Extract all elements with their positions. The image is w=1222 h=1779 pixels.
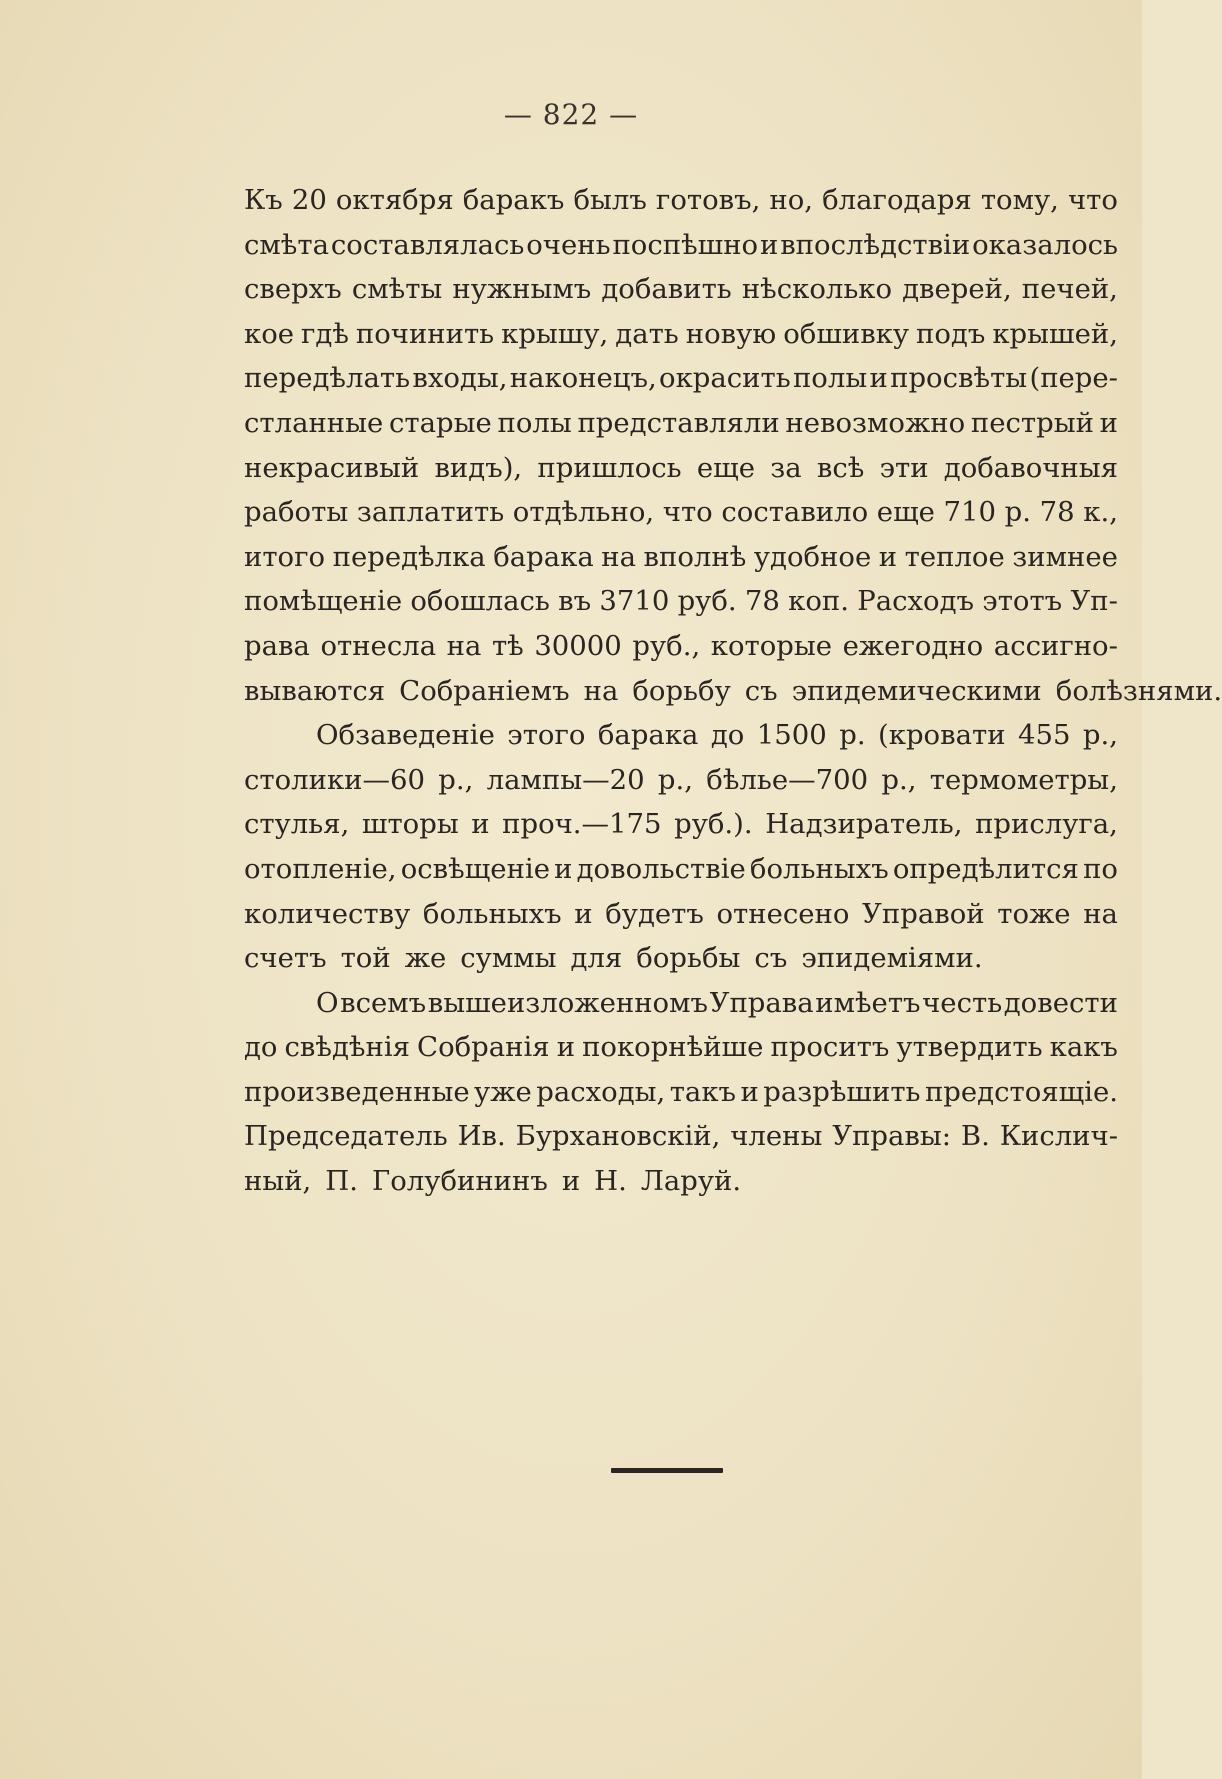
word: тоже — [997, 897, 1071, 930]
word: Кислич- — [999, 1120, 1118, 1153]
word: эпидеміями. — [801, 942, 983, 975]
word: до — [244, 1031, 278, 1064]
word: отнесено — [716, 897, 850, 930]
word: бѣлье—700 — [706, 763, 869, 796]
word: полы — [792, 362, 868, 395]
word: Уп- — [1070, 585, 1118, 618]
word: разрѣшить — [763, 1075, 921, 1108]
text-line — [244, 669, 1222, 714]
word: поспѣшно — [612, 228, 759, 261]
word: коп. — [788, 585, 849, 618]
word: невозможно — [785, 406, 966, 439]
word: 20 — [291, 184, 327, 216]
word: кое — [244, 317, 295, 350]
word: которые — [710, 629, 833, 662]
word: освѣщеніе — [400, 852, 550, 885]
word: некрасивый — [244, 451, 420, 484]
word: проч.—175 — [502, 808, 662, 841]
word: очень — [526, 228, 611, 261]
word: еще — [876, 496, 935, 529]
word: прислуга, — [975, 808, 1118, 841]
word: отдѣльно, — [512, 496, 655, 529]
word: р., — [438, 763, 474, 796]
text-line — [244, 936, 1118, 981]
word: же — [404, 942, 447, 975]
word: суммы — [460, 942, 557, 975]
word: обошлась — [410, 585, 550, 618]
word: еще — [696, 451, 755, 484]
text-line — [244, 401, 1118, 446]
word: сверхъ — [244, 273, 342, 306]
word: но, — [769, 184, 814, 216]
word: ный, — [244, 1165, 312, 1198]
word: и — [556, 1031, 576, 1064]
word: расходы, — [536, 1075, 666, 1108]
word: октября — [335, 184, 454, 216]
word: 78 — [744, 585, 780, 618]
word: барака — [493, 540, 594, 573]
word: тѣ — [491, 629, 524, 662]
word: удобное — [753, 540, 872, 573]
text-line — [244, 267, 1118, 312]
word: П. — [325, 1165, 359, 1198]
word: представляли — [577, 406, 780, 439]
word: съ — [744, 674, 778, 707]
text-line — [244, 312, 1118, 357]
word: уже — [474, 1075, 532, 1108]
word: крышей, — [992, 317, 1118, 350]
word: видъ), — [434, 451, 523, 484]
word: этого — [507, 719, 586, 752]
word: и — [740, 1075, 759, 1108]
text-line — [244, 1159, 1118, 1204]
word: Бурхановскій, — [515, 1120, 721, 1153]
word: покорнѣйше — [582, 1031, 764, 1064]
text-line — [244, 981, 1118, 1026]
word: ежегодно — [842, 629, 984, 662]
word: дать — [615, 317, 679, 350]
text-line — [244, 758, 1118, 803]
word: больныхъ — [749, 852, 889, 885]
word: 1500 — [756, 719, 827, 752]
word: всѣ — [816, 451, 865, 484]
word: проситъ — [770, 1031, 890, 1064]
word: Собраніемъ — [399, 674, 570, 707]
word: старые — [389, 406, 492, 439]
word: на — [601, 540, 637, 573]
word: итого — [244, 540, 326, 573]
word: произведенные — [244, 1075, 470, 1108]
word: что — [662, 496, 713, 529]
word: предстоящіе. — [924, 1075, 1118, 1108]
word: полы — [497, 406, 572, 439]
word: болѣзнями. — [1055, 674, 1222, 707]
word: р., — [657, 763, 693, 796]
word: такъ — [669, 1075, 737, 1108]
word: зимнее — [1012, 540, 1118, 573]
word: ассигно- — [993, 629, 1118, 662]
text-line — [244, 356, 1118, 401]
word: тому, — [980, 184, 1059, 216]
word: для — [570, 942, 623, 975]
word: на — [583, 674, 619, 707]
word: составило — [721, 496, 869, 529]
body-text — [244, 178, 1222, 1204]
word: довести — [1003, 986, 1118, 1019]
word: 455 — [1017, 719, 1071, 752]
word: термометры, — [929, 763, 1118, 796]
word: составлялась — [330, 228, 525, 261]
text-line — [244, 713, 1118, 758]
text-line — [244, 624, 1118, 669]
word: обшивку — [783, 317, 910, 350]
word: за — [770, 451, 802, 484]
closing-rule — [611, 1468, 723, 1473]
word: р. — [1004, 496, 1032, 529]
word: оказалось — [972, 228, 1118, 261]
text-line — [244, 802, 1118, 847]
word: Председатель — [244, 1120, 448, 1153]
word: имѣетъ — [815, 986, 921, 1019]
word: вываются — [244, 674, 386, 707]
word: руб.). — [674, 808, 753, 841]
word: эпидемическими — [791, 674, 1042, 707]
text-line — [244, 892, 1118, 937]
word: наконецъ, — [509, 362, 657, 395]
word: эти — [879, 451, 929, 484]
word: утвердить — [896, 1031, 1043, 1064]
word: р., — [881, 763, 917, 796]
word: новую — [685, 317, 777, 350]
text-line — [244, 1025, 1118, 1070]
word: и — [471, 808, 490, 841]
word: свѣдѣнія — [284, 1031, 410, 1064]
word: починить — [355, 317, 495, 350]
word: дверей, — [902, 273, 1012, 306]
word: рава — [244, 629, 310, 662]
word: отопленіе, — [244, 852, 397, 885]
word: будетъ — [605, 897, 704, 930]
word: 3710 — [599, 585, 670, 618]
word: съ — [754, 942, 788, 975]
word: больныхъ — [422, 897, 562, 930]
word: Управы: — [832, 1120, 952, 1153]
word: входы, — [412, 362, 508, 395]
word: всемъ — [340, 986, 427, 1019]
text-line — [244, 490, 1118, 535]
word: О — [316, 986, 339, 1019]
word: и — [878, 540, 898, 573]
word: Ларуй. — [640, 1165, 742, 1198]
word: члены — [730, 1120, 823, 1153]
word: Управой — [862, 897, 985, 930]
word: добавить — [601, 273, 732, 306]
word: Н. — [594, 1165, 627, 1198]
word: какъ — [1049, 1031, 1118, 1064]
word: борьбу — [632, 674, 731, 707]
word: количеству — [244, 897, 411, 930]
word: и — [554, 852, 573, 885]
word: на — [1083, 897, 1118, 930]
word: пришлось — [537, 451, 682, 484]
word: и — [1099, 406, 1118, 439]
word: шторы — [361, 808, 459, 841]
word: р. — [839, 719, 866, 752]
word: этотъ — [982, 585, 1063, 618]
word: той — [340, 942, 391, 975]
word: и — [574, 897, 593, 930]
word: Обзаведеніе — [316, 719, 495, 752]
text-line — [244, 223, 1118, 268]
word: опредѣлится — [892, 852, 1079, 885]
word: на — [446, 629, 482, 662]
page-number: — 822 — — [503, 98, 639, 131]
word: отнесла — [320, 629, 437, 662]
text-line — [244, 446, 1118, 491]
word: крышу, — [501, 317, 609, 350]
word: нѣсколько — [741, 273, 893, 306]
word: подъ — [916, 317, 986, 350]
word: 78 — [1039, 496, 1075, 529]
text-line — [244, 1114, 1118, 1159]
word: 30000 — [534, 629, 622, 662]
word: до — [710, 719, 745, 752]
word: нужнымъ — [452, 273, 592, 306]
word: Управа — [709, 986, 814, 1019]
text-line — [244, 1070, 1118, 1115]
word: Надзиратель, — [765, 808, 963, 841]
word: стланные — [244, 406, 384, 439]
word: передѣлать — [244, 362, 411, 395]
word: теплое — [904, 540, 1005, 573]
word: и — [869, 362, 888, 395]
word: р., — [1082, 719, 1118, 752]
word: и — [561, 1165, 581, 1198]
text-line — [244, 579, 1118, 624]
word: довольствіе — [576, 852, 746, 885]
word: помѣщеніе — [244, 585, 403, 618]
word: добавочныя — [943, 451, 1118, 484]
word: столики—60 — [244, 763, 425, 796]
word: (пере- — [1029, 362, 1118, 395]
word: что — [1067, 184, 1118, 216]
word: гдѣ — [301, 317, 349, 350]
word: работы — [244, 496, 349, 529]
word: Къ — [244, 184, 283, 216]
word: просвѣты — [890, 362, 1028, 395]
word: готовъ, — [655, 184, 761, 216]
word: вышеизложенномъ — [427, 986, 708, 1019]
word: благодаря — [822, 184, 972, 216]
word: вполнѣ — [643, 540, 747, 573]
word: по — [1083, 852, 1118, 885]
word: и — [759, 228, 779, 261]
text-line — [244, 847, 1118, 892]
word: Ив. — [457, 1120, 506, 1153]
word: смѣта — [244, 228, 329, 261]
word: Голубининъ — [372, 1165, 548, 1198]
word: 710 — [943, 496, 997, 529]
word: честь — [922, 986, 1003, 1019]
word: счетъ — [244, 942, 327, 975]
word: борьбы — [636, 942, 741, 975]
word: пестрый — [970, 406, 1094, 439]
word: Собранія — [417, 1031, 550, 1064]
word: баракъ — [462, 184, 565, 216]
word: (кровати — [878, 719, 1006, 752]
word: барака — [597, 719, 699, 752]
word: Расходъ — [857, 585, 975, 618]
word: к., — [1083, 496, 1118, 529]
word: передѣлка — [332, 540, 486, 573]
text-line — [244, 178, 1118, 223]
word: лампы—20 — [486, 763, 645, 796]
word: В. — [960, 1120, 990, 1153]
word: окрасить — [659, 362, 791, 395]
word: былъ — [573, 184, 647, 216]
word: руб., — [632, 629, 701, 662]
word: смѣты — [351, 273, 443, 306]
word: впослѣдствіи — [780, 228, 971, 261]
word: стулья, — [244, 808, 350, 841]
word: заплатить — [356, 496, 505, 529]
word: въ — [558, 585, 592, 618]
word: печей, — [1021, 273, 1118, 306]
word: руб. — [677, 585, 737, 618]
text-line — [244, 535, 1118, 580]
